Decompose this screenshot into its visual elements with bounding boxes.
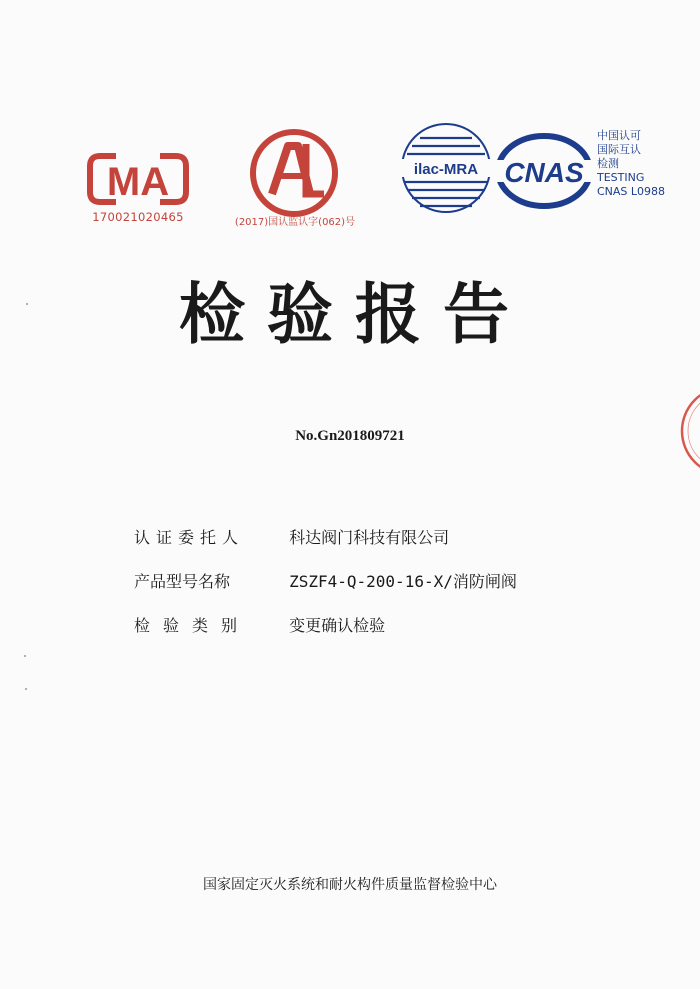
field-value: 变更确认检验 [289,616,386,635]
official-seal [676,384,700,478]
cma-logo [86,150,190,208]
cnas-caption-line: 中国认可 [597,129,641,142]
ilac-mra-logo [398,120,494,216]
cnas-logo [495,133,593,209]
field-label: 认证委托人 [134,528,245,547]
field-label: 产品型号名称 [134,572,231,591]
cal-caption: (2017)国认监认字(062)号 [234,217,356,228]
cal-logo [248,128,340,218]
field-label: 检验类别 [134,616,251,635]
scan-speck [24,655,26,657]
field-value: 科达阀门科技有限公司 [289,528,450,547]
cnas-caption [597,129,665,199]
cnas-logo-text: CNAS [504,157,584,188]
scan-speck [25,688,27,690]
cma-number: 170021020465 [92,210,184,224]
report-number: No.Gn201809721 [295,428,405,444]
issuing-center: 国家固定灭火系统和耐火构件质量监督检验中心 [203,877,497,893]
field-product [134,569,517,592]
field-inspection-type [134,613,385,636]
cma-logo-text: MA [106,160,170,204]
ilac-mra-text: ilac-MRA [413,161,479,178]
field-client [134,525,449,548]
cnas-caption-line: 检测 [597,157,619,170]
report-title: 检验报告 [179,276,531,353]
field-value: ZSZF4-Q-200-16-X/消防闸阀 [289,572,517,591]
cnas-caption-line: 国际互认 [597,143,641,156]
cnas-caption-line: CNAS L0988 [597,185,666,198]
scan-speck [26,303,28,305]
cnas-caption-line: TESTING [597,171,645,184]
